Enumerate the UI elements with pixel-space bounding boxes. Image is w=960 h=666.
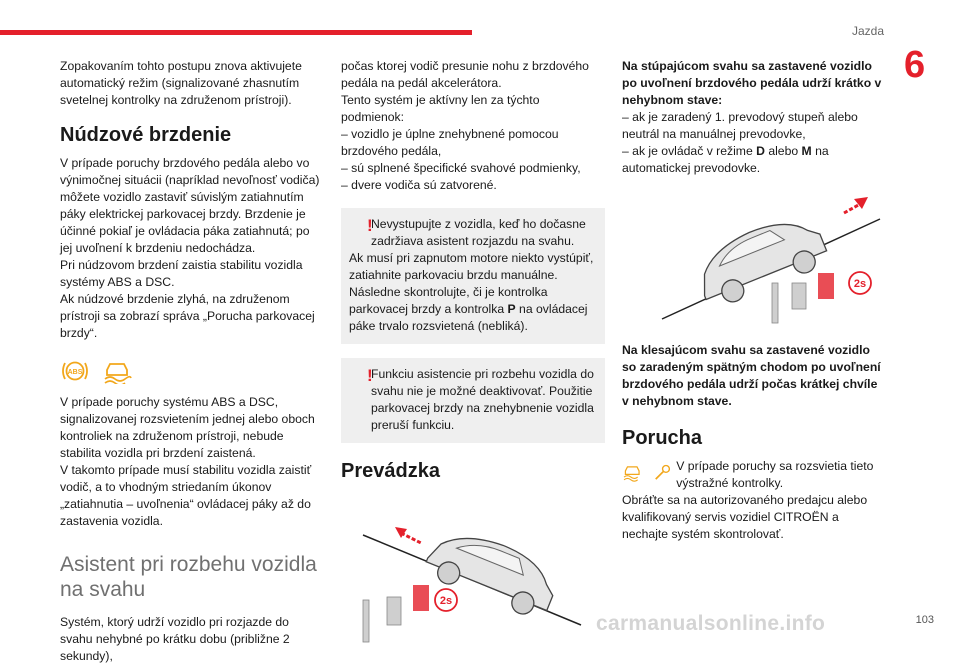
two-seconds-badge: 2s <box>439 595 453 607</box>
uphill-car-illustration <box>622 191 884 331</box>
intro-paragraph: Zopakovaním tohto postupu znova aktivujete automatický režim (signalizované zhasnutím svetelnej kontrolky na združenom prístroji). <box>60 59 302 107</box>
watermark: carmanualsonline.info <box>596 612 826 635</box>
conditions-intro: Tento systém je aktívny len za týchto podmienok: <box>341 93 540 124</box>
exclamation-icon: ! <box>367 216 373 235</box>
emergency-heading: Núdzové brzdenie <box>60 124 232 146</box>
warning-1-line-1: Nevystupujte z vozidla, keď ho dočasne zadržiava asistent rozjazdu na svahu. <box>371 217 586 248</box>
abs-icon-label: ABS <box>67 369 83 376</box>
emergency-paragraph-3: Ak núdzové brzdenie zlyhá, na združenom prístroji sa zobrazí správa „Porucha parkovacej brzdy“. <box>60 292 315 340</box>
condition-item-3: – dvere vodiča sú zatvorené. <box>341 178 497 192</box>
warning-2-text: Funkciu asistencie pri rozbehu vozidla do svahu nie je možné deaktivovať. Použitie parkovacej brzdy na znehybnenie vozidla preruší funkciu. <box>371 367 594 432</box>
stability-warning-icon <box>102 358 132 384</box>
hill-assist-heading: Asistent pri rozbehu vozidla na svahu <box>60 553 317 601</box>
condition-item-2: – sú splnené špecifické svahové podmienky, <box>341 161 581 175</box>
fault-paragraph-2: Obráťte sa na autorizovaného predajcu alebo kvalifikovaný servis vozidiel CITROËN a nechajte systém skontrolovať. <box>622 493 868 541</box>
two-seconds-badge: 2s <box>853 278 867 290</box>
stability-fault-icon <box>622 458 647 488</box>
warning-1-line-2: Ak musí pri zapnutom motore niekto vystúpiť, zatiahnite parkovaciu brzdu manuálne. Následne skontrolujte, či je kontrolka parkovacej brzdy a kontrolka P na ovládacej páke trvalo rozsvietená (nebliká). <box>349 251 594 333</box>
warning-box-1 <box>341 208 605 344</box>
condition-item-1: – vozidlo je úplne znehybnené pomocou brzdového pedála, <box>341 127 559 158</box>
operation-heading: Prevádzka <box>341 460 440 482</box>
page-number: 103 <box>915 614 934 626</box>
abs-warning-icon <box>60 358 90 384</box>
abs-paragraph-1: V prípade poruchy systému ABS a DSC, signalizovanej rozsvietením jednej alebo oboch kontroliek na združenom prístroji, nebude stabilita vozidla pri brzdení zaistená. <box>60 395 315 460</box>
uphill-item-1: – ak je zaradený 1. prevodový stupeň alebo neutrál na manuálnej prevodovke, <box>622 110 858 141</box>
hill-assist-continued: počas ktorej vodič presunie nohu z brzdového pedála na pedál akcelerátora. <box>341 59 589 90</box>
emergency-paragraph-1: V prípade poruchy brzdového pedála alebo vo výnimočnej situácii (napríklad nevoľnosť vodiča) môžete vozidlo zastaviť súvislým zatiahnutím páky elektrickej parkovacej brzdy. Brzdenie je účinné pokiaľ je ovládacia páka zatiahnutá; po jej uvoľnení k brzdeniu nedochádza. <box>60 156 320 255</box>
warning-box-2 <box>341 358 605 443</box>
column-2 <box>341 58 605 666</box>
hill-assist-paragraph: Systém, ktorý udrží vozidlo pri rozjazde do svahu nehybné po krátku dobu (približne 2 sekundy), <box>60 615 290 663</box>
warning-icons-row <box>60 358 322 384</box>
downhill-bold-paragraph: Na klesajúcom svahu sa zastavené vozidlo so zaradeným spätným chodom po uvoľnení brzdového pedála udrží počas krátkej chvíle v nehybnom stave. <box>622 343 881 408</box>
emergency-paragraph-2: Pri núdzovom brzdení zaistia stabilitu vozidla systémy ABS a DSC. <box>60 258 303 289</box>
header-red-bar <box>0 30 472 35</box>
chapter-number: 6 <box>904 44 926 86</box>
fault-paragraph-1: V prípade poruchy sa rozsvietia tieto výstražné kontrolky. <box>676 459 874 490</box>
downhill-car-illustration <box>341 505 591 655</box>
abs-paragraph-2: V takomto prípade musí stabilitu vozidla zaistiť vodič, a to vhodným striedaním úkonov „zatiahnutia – uvoľnenia“ ovládacej páky až do zastavenia vozidla. <box>60 463 312 528</box>
section-title: Jazda <box>851 24 884 38</box>
fault-heading: Porucha <box>622 427 703 449</box>
column-1 <box>60 58 322 665</box>
wrench-icon <box>653 458 671 488</box>
uphill-item-2: – ak je ovládač v režime D alebo M na automatickej prevodovke. <box>622 144 829 175</box>
uphill-bold-paragraph: Na stúpajúcom svahu sa zastavené vozidlo po uvoľnení brzdového pedála udrží krátko v nehybnom stave: <box>622 59 882 107</box>
fault-row <box>622 458 886 492</box>
column-3 <box>622 58 886 543</box>
exclamation-icon: ! <box>367 366 373 385</box>
